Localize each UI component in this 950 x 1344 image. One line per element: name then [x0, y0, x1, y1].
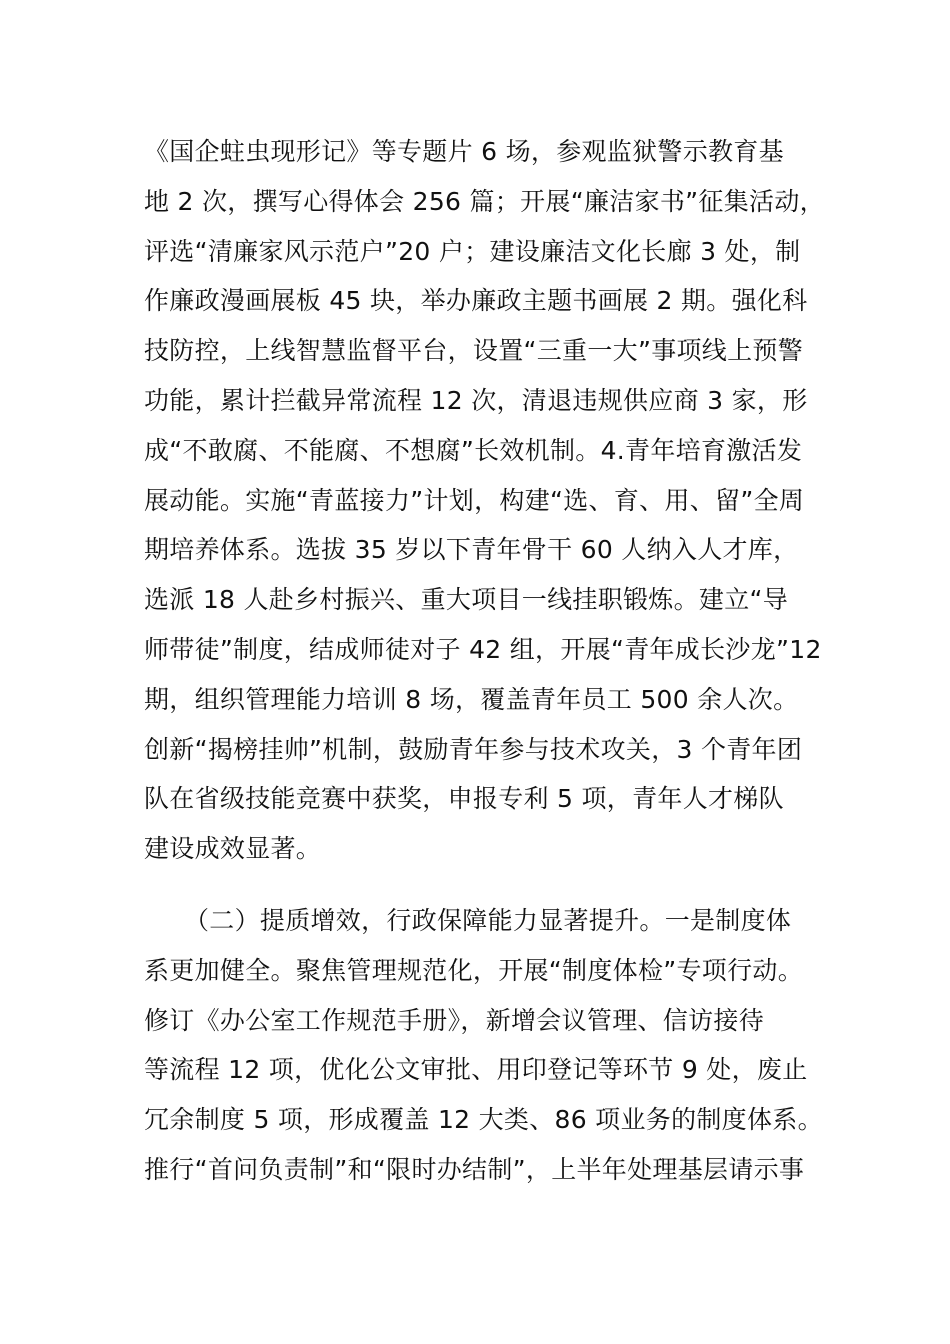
paragraph-spacer [144, 874, 844, 896]
text-line: 队在省级技能竞赛中获奖，申报专利 5 项，青年人才梯队 [144, 784, 784, 814]
document-body [144, 127, 844, 1195]
text-line: 系更加健全。聚焦管理规范化，开展“制度体检”专项行动。 [144, 955, 804, 985]
text-line: 修订《办公室工作规范手册》，新增会议管理、信访接待 [144, 1005, 765, 1035]
text-line: 《国企蛀虫现形记》等专题片 6 场，参观监狱警示教育基 [144, 137, 784, 166]
text-line: 师带徒”制度，结成师徒对子 42 组，开展“青年成长沙龙”12 [144, 634, 822, 664]
text-line: 推行“首问负责制”和“限时办结制”，上半年处理基层请示事 [144, 1154, 805, 1184]
text-line: 建设成效显著。 [144, 834, 322, 864]
text-line: 选派 18 人赴乡村振兴、重大项目一线挂职锻炼。建立“导 [144, 585, 789, 615]
text-line: 期培养体系。选拔 35 岁以下青年骨干 60 人纳入人才库， [144, 535, 799, 565]
text-line: 技防控，上线智慧监督平台，设置“三重一大”事项线上预警 [144, 336, 804, 366]
text-line: 地 2 次，撰写心得体会 256 篇；开展“廉洁家书”征集活动， [144, 186, 825, 216]
text-line: 评选“清廉家风示范户”20 户；建设廉洁文化长廊 3 处，制 [144, 236, 801, 266]
text-line: 创新“揭榜挂帅”机制，鼓励青年参与技术攻关，3 个青年团 [144, 734, 803, 764]
paragraph-1 [144, 127, 844, 874]
text-line: 作廉政漫画展板 45 块，举办廉政主题书画展 2 期。强化科 [144, 286, 808, 316]
text-line: 功能，累计拦截异常流程 12 次，清退违规供应商 3 家，形 [144, 385, 808, 415]
text-line: 等流程 12 项，优化公文审批、用印登记等环节 9 处，废止 [144, 1055, 808, 1085]
paragraph-2 [144, 896, 844, 1195]
text-line: 冗余制度 5 项，形成覆盖 12 大类、86 项业务的制度体系。 [144, 1105, 823, 1135]
text-line: 展动能。实施“青蓝接力”计划，构建“选、育、用、留”全周 [144, 485, 805, 515]
text-line: 成“不敢腐、不能腐、不想腐”长效机制。4.青年培育激活发 [144, 435, 803, 465]
text-line: 期，组织管理能力培训 8 场，覆盖青年员工 500 余人次。 [144, 684, 799, 714]
text-line: （二）提质增效，行政保障能力显著提升。一是制度体 [184, 905, 792, 935]
